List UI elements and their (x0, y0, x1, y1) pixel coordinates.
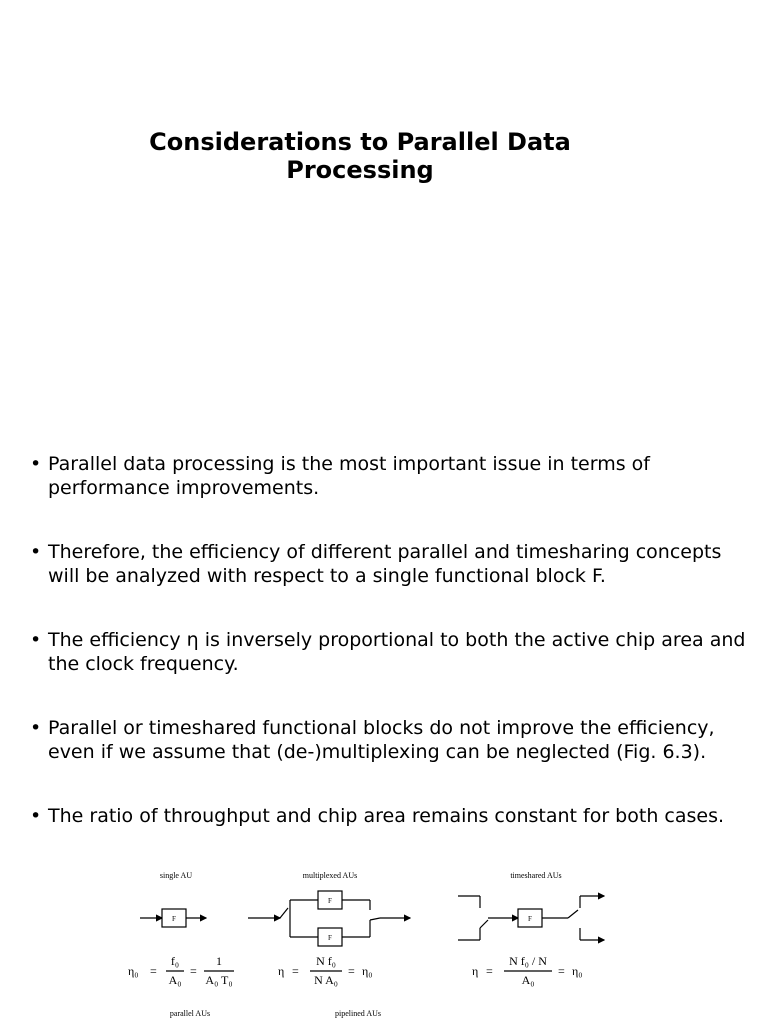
block-f-mux-top: F (328, 897, 332, 905)
eq2-Nf0: N f₀ (316, 954, 336, 968)
label-single-au: single AU (159, 871, 193, 880)
bullet-text: The efficiency η is inversely proportional to both the active chip area and the clock frequency. (48, 629, 746, 675)
eq3-Nf0-over-N: N f₀ / N (509, 954, 547, 968)
eq1-f0: f₀ (170, 954, 180, 968)
eq3-eq-a: = (486, 964, 493, 978)
eq1-eq-a: = (150, 964, 157, 978)
bullet-dot-icon: • (30, 805, 42, 827)
bullet-text: Therefore, the efficiency of different parallel and timesharing concepts will be analyzed with respect to a single functional block F. (48, 541, 722, 587)
slide-title (60, 128, 660, 184)
eq1-eq-b: = (190, 964, 197, 978)
bullet-item (30, 716, 750, 764)
label-parallel-aus: parallel AUs (169, 1009, 211, 1018)
eq1-one: 1 (216, 954, 222, 968)
eq1-A0T0: A₀ T₀ (205, 973, 233, 987)
bullet-text: The ratio of throughput and chip area remains constant for both cases. (48, 805, 725, 827)
label-multiplexed-aus: multiplexed AUs (302, 871, 358, 880)
eq2-eta0: η₀ (362, 964, 373, 978)
eq2-eta: η (278, 964, 285, 978)
eq1-A0: A₀ (168, 973, 182, 987)
eq3-eta: η (472, 964, 479, 978)
block-f-mux-bottom: F (328, 934, 332, 942)
efficiency-figure (120, 862, 620, 1024)
bullet-text: Parallel data processing is the most important issue in terms of performance improvements. (48, 453, 650, 499)
eq3-A0: A₀ (521, 973, 535, 987)
block-f-timeshared: F (528, 915, 532, 923)
eq3-eq-b: = (558, 964, 565, 978)
label-pipelined-aus: pipelined AUs (335, 1009, 381, 1018)
bullet-list (30, 452, 750, 828)
eq2-eq-b: = (348, 964, 355, 978)
bullet-item (30, 452, 750, 500)
bullet-item (30, 628, 750, 676)
bullet-dot-icon: • (30, 717, 42, 739)
eq2-NA0: N A₀ (314, 973, 338, 987)
bullet-dot-icon: • (30, 541, 42, 563)
bullet-item (30, 804, 750, 828)
bullet-item (30, 540, 750, 588)
eq1-eta0: η₀ (128, 964, 139, 978)
bullet-dot-icon: • (30, 629, 42, 651)
slide-title-line1: Considerations to Parallel Data (149, 128, 571, 156)
eq3-eta0: η₀ (572, 964, 583, 978)
bullet-dot-icon: • (30, 453, 42, 475)
slide-title-line2: Processing (286, 156, 434, 184)
bullet-text: Parallel or timeshared functional blocks do not improve the efficiency, even if we assume that (de-)multiplexing can be neglected (Fig. 6.3). (48, 717, 715, 763)
label-timeshared-aus: timeshared AUs (510, 871, 562, 880)
block-f-single: F (172, 915, 176, 923)
eq2-eq-a: = (292, 964, 299, 978)
